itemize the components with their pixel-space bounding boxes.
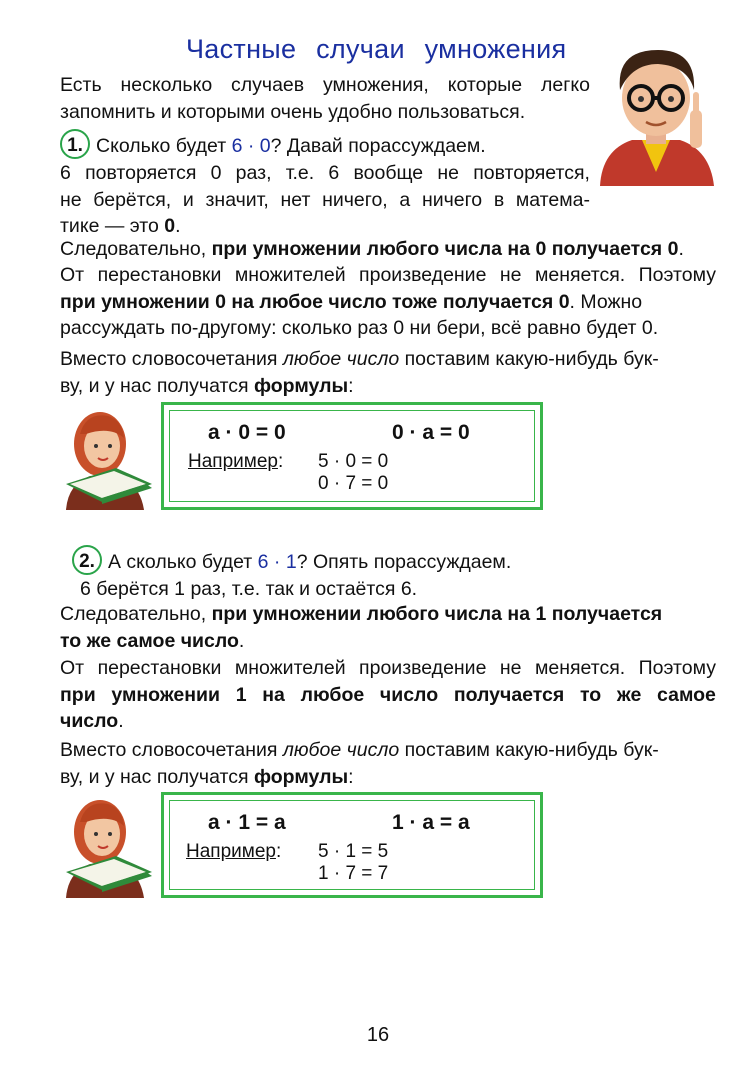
section-1-expression: 6 · 0 [231,135,271,157]
word: множителей [234,657,346,679]
word: От [60,264,85,286]
word: несколько [120,74,213,96]
word: на [262,683,285,706]
section-2-permutation-line-2 [60,682,716,709]
word: повторяется, [473,162,590,184]
word: при [60,683,96,706]
section-2-number-badge: 2. [72,545,102,575]
section-2-permutation-line-3: число. [60,710,124,732]
formula-a-times-one: a · 1 = a [208,811,286,834]
section-1-question-tail: ? Давай порассуждаем. [270,135,486,157]
section-1-number-badge: 1. [60,129,90,159]
word: и [182,188,194,211]
section-1-conclusion: Следовательно, при умножении любого числа на 0 получается 0. [60,238,684,260]
word: не [499,264,522,286]
girl-reading-book-illustration [56,792,156,898]
section-1-question [60,130,590,240]
section-2-line-2: 6 берётся 1 раз, т.е. так и остаётся 6. [80,578,418,600]
word: умножении [111,683,221,706]
formula-box-zero [161,402,543,510]
word: перестановки [97,264,222,286]
section-1-permutation [60,262,716,342]
formula-zero-times-a: 0 · a = 0 [392,421,470,444]
section-2-question-tail: ? Опять порассуждаем. [296,551,512,573]
word: то [579,683,602,706]
word: же [616,683,642,706]
example-1-times-7: 1 · 7 = 7 [318,863,389,884]
section-1-permutation-line-3: рассуждать по-другому: сколько раз 0 ни бери, всё равно будет 0. [60,317,659,339]
intro-paragraph [60,72,590,125]
word: берётся, [93,188,172,211]
formula-a-times-zero: a · 0 = 0 [208,421,286,444]
word: 1 [235,683,247,706]
word: множителей [234,264,346,286]
word: которые [447,74,523,96]
formula-box-one [161,792,543,898]
word: любое [300,683,365,706]
intro-line-1 [60,72,590,99]
word: случаев [231,74,305,96]
word: произведение [359,264,487,286]
section-1-line-3 [60,187,590,214]
example-5-times-1: 5 · 1 = 5 [318,841,389,862]
word: нет [280,188,311,211]
girl-reading-book-illustration [56,404,156,510]
example-5-times-0: 5 · 0 = 0 [318,451,389,472]
section-2-permutation-line-1 [60,655,716,682]
section-2-question [72,546,592,603]
word: ничего, [322,188,388,211]
example-label: Например: [186,841,282,862]
section-1-question-text: Сколько будет [96,135,227,157]
section-1-line-4: тике — это 0. [60,215,181,237]
section-1-permutation-line-2: при умножении 0 на любое число тоже получается 0. Можно [60,290,643,313]
word: в [493,188,505,211]
intro-line-2: запомнить и которыми очень удобно пользоваться. [60,100,526,123]
word: самое [657,683,716,706]
word: не [499,657,522,679]
word: меняется. [534,657,626,679]
word: раз, [235,162,272,184]
section-1-line-2 [60,160,590,187]
word: перестановки [97,657,222,679]
word: число [379,683,439,706]
word: получается [453,683,565,706]
section-2-substitution: Вместо словосочетания любое число поставим какую-нибудь бук- ву, и у нас получатся формулы: [60,739,659,788]
word: произведение [359,657,487,679]
formula-one-times-a: 1 · a = a [392,811,470,834]
word: не [437,162,459,184]
section-2-expression: 6 · 1 [257,551,297,573]
word: ничего [421,188,483,211]
word: повторяется [85,162,197,184]
example-0-times-7: 0 · 7 = 0 [318,473,389,494]
word: вообще [353,162,424,184]
word: 6 [60,162,71,184]
boy-with-glasses-illustration [592,40,720,186]
word: а [399,188,411,211]
section-1-permutation-line-1 [60,262,716,289]
section-2-permutation [60,655,716,735]
page-title: Частные случаи умножения [186,34,567,64]
word: меняется. [534,264,626,286]
example-label: Например: [188,451,284,472]
page-number: 16 [366,1024,390,1046]
word: не [60,188,82,211]
word: умножения, [322,74,429,96]
word: значит, [205,188,269,211]
word: т.е. [285,162,315,184]
word: Поэтому [638,264,716,286]
word: легко [541,74,590,96]
word: 6 [328,162,340,184]
word: Есть [60,74,102,96]
section-1-substitution: Вместо словосочетания любое число поставим какую-нибудь бук- ву, и у нас получатся формулы: [60,348,659,397]
word: 0 [210,162,222,184]
word: Поэтому [638,657,716,679]
section-2-question-text: А сколько будет [108,551,253,573]
word: матема- [515,188,590,211]
word: От [60,657,85,679]
section-2-conclusion: Следовательно, при умножении любого числа на 1 получается то же самое число. [60,603,663,652]
